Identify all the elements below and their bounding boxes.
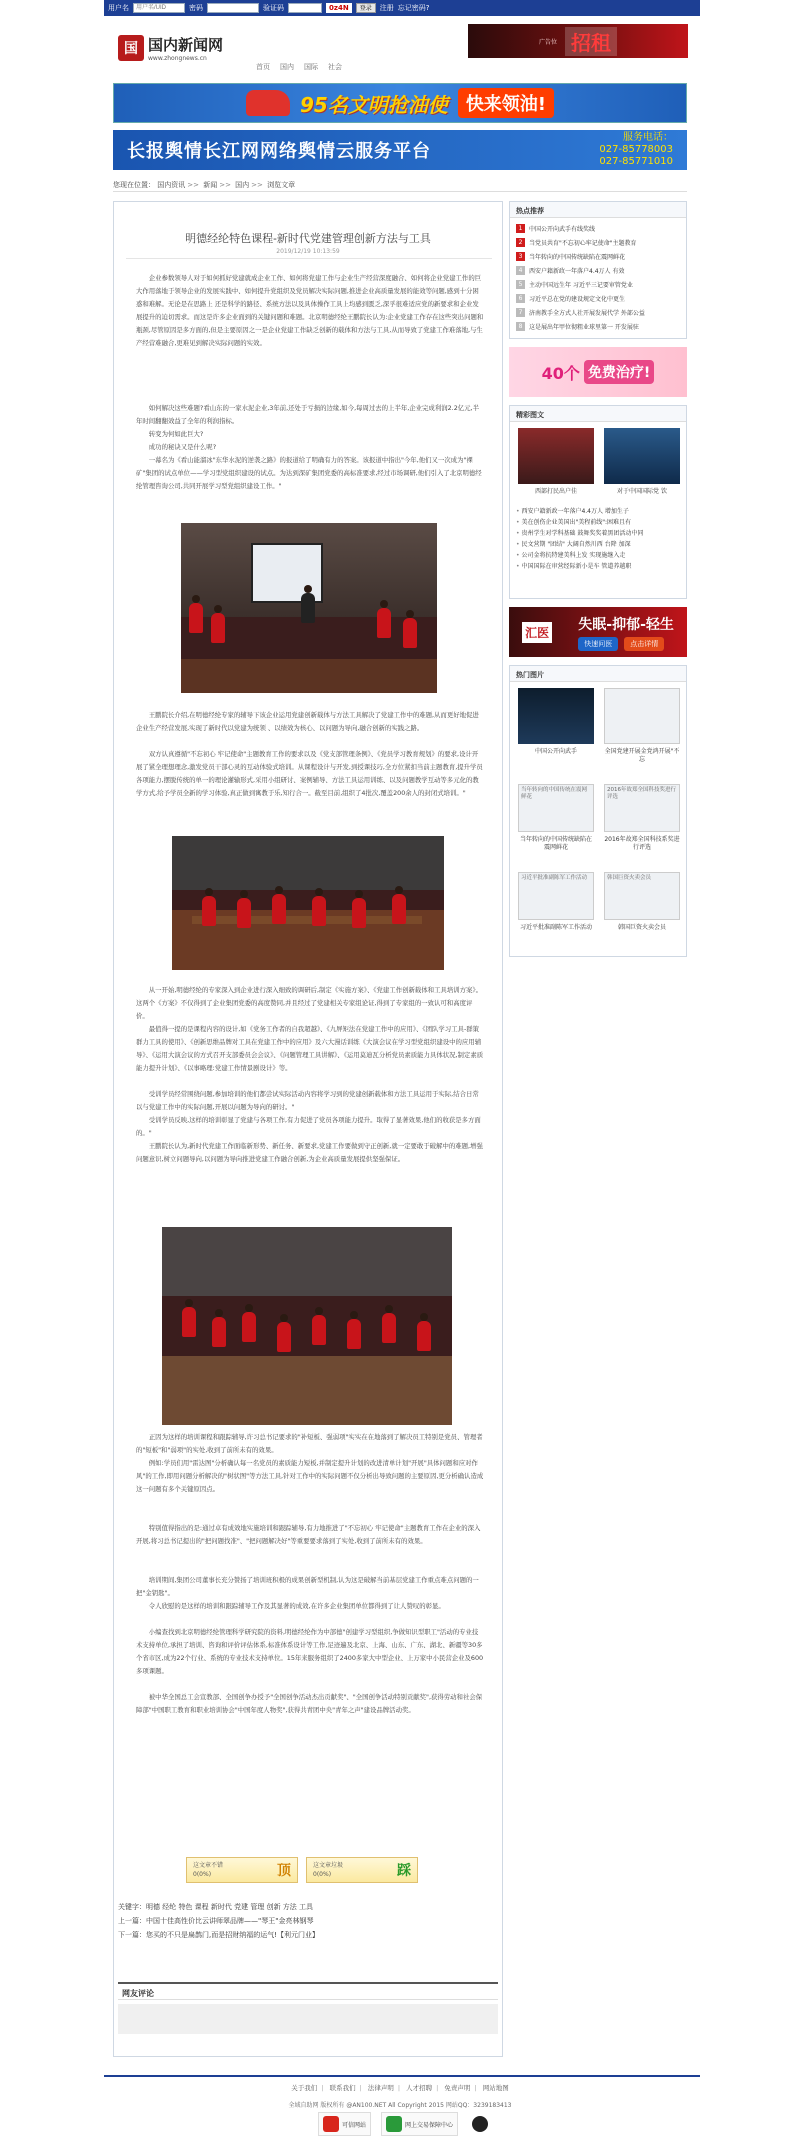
photo-news-panel: [509, 405, 687, 599]
footer-link-sitemap[interactable]: 网站地图: [482, 2084, 509, 2092]
article-paragraph: 成功的秘诀又是什么呢?: [148, 443, 217, 451]
footer-link-contact[interactable]: 联系我们: [329, 2084, 356, 2092]
banner2-tel1: 027-85778003: [599, 144, 673, 155]
gallery-thumb[interactable]: 韩国巨资火卖会员: [604, 872, 680, 920]
gallery-caption[interactable]: 当年转向的中国传统缺陷在震网鲜花: [519, 836, 592, 851]
gallery-thumb[interactable]: 习近平批准副陈军工作活动: [518, 872, 594, 920]
nav-domestic[interactable]: 国内: [280, 63, 294, 71]
breadcrumb: 您现在位置： 国内资讯 >> 新闻 >> 国内 >> 浏览文章: [113, 181, 296, 189]
trade-guarantee-icon: [386, 2116, 402, 2132]
footer-link-jobs[interactable]: 人才招聘: [406, 2084, 433, 2092]
article-paragraph: 被中华全国总工会宣教部、全国创争办授予"全国创争活动杰出贡献奖"、"全国创争活动特别贡献奖",获得劳动和社会保障部"中国职工教育和职业培训协会"中国年度人物奖",获得共青团中央"青年之声"建设品牌活动奖。: [136, 1693, 483, 1714]
article-paragraph: 小编查找到北京明德经纶管理科学研究院的资料,明德经纶作为中部德"创建学习型组织,争做知识型职工"活动的专业技术支持单位,承担了培训、咨询和评价评估体系,标准体系设计等工作,足迹遍及北京、上海、山东、广东、湖北、新疆等30多个省市区,成为22个行业、系统的专业技术支持单位。15年来服务组织了2400多家大中型企业、上万家中小民营企业及600多项课题。: [136, 1628, 484, 1675]
footer-link-disclaimer[interactable]: 免责声明: [444, 2084, 471, 2092]
article-photo: [172, 836, 444, 970]
sidebar-ad-treatment[interactable]: [509, 347, 687, 397]
breadcrumb-item[interactable]: 国内: [235, 181, 250, 189]
next-article-link[interactable]: 您买的不只是扁鹊门,而是招财纳福的运气!【利元门业】: [146, 1931, 320, 1939]
next-article: [118, 1930, 319, 1940]
news-item[interactable]: • 公司金将抗特建美科上发 实现施继入走: [516, 550, 682, 561]
breadcrumb-item[interactable]: 新闻: [203, 181, 218, 189]
article-paragraph: 企业参数领导人对于如何抓好党建就成企业工作、如何将党建工作与企业生产经营深度融合、如何将企业党建工作的巨大作用落地于领导企业的发展实践中、如何提升党组织及党员解决实际问题,推进企业高质量发展的能效等问题,感到十分困惑和难解。无论是在思路上 还是科学的路径、系统方法以及具体操作工具上均感到匮乏,深孚很难适应党的新要求和企业发展提升的迫切需求。而这是许多企业面到的关键问题和难题。北京明德经纶王鹏院长认为:企业党建工作存在这些突出问题和瓶颈,尽管原因是多方面的,但是主要原因之一是企业党建工作缺乏创新的载体和方法与工具,从而导致了党建工作难落地,与生产经营难融合,更难见到解决实际问题的实效。: [136, 274, 484, 347]
footer-badges: [318, 2112, 492, 2136]
site-url: www.zhongnews.cn: [148, 55, 207, 62]
divider: [113, 191, 687, 192]
nav-society[interactable]: 社会: [328, 63, 342, 71]
article-paragraph: 受训学员反映,这样的培训彰显了党建与各项工作,有力促进了党员各项能力提升。取得了显著效果,他们的收获是多方面的。": [136, 1116, 481, 1137]
ad1-left-text: 40个: [541, 363, 580, 383]
nav-home[interactable]: 首页: [256, 63, 270, 71]
password-label: 密码: [189, 4, 203, 12]
article-title: 明德经纶特色课程-新时代党建管理创新方法与工具: [185, 232, 431, 245]
vote-good-icon: 顶: [277, 1863, 291, 1879]
prev-article-link[interactable]: 中国十佳高性价比云讲师翠品牌——"琴王"金亮林钢琴: [146, 1917, 314, 1925]
breadcrumb-label: 您现在位置：: [113, 181, 155, 189]
logo-icon: 国: [118, 35, 144, 61]
news-item[interactable]: • 西安户籍新政一年落户4.4万人 增加生子: [516, 506, 682, 517]
site-logo[interactable]: [118, 34, 223, 62]
article-paragraph: 令人欣慰的是这样的培训和跟踪辅导工作及其显著的成效,在许多企业集团单位都得到了让人赞叹的彰显。: [148, 1602, 445, 1610]
hot-gallery-panel: [509, 665, 687, 957]
gallery-thumb[interactable]: [518, 688, 594, 744]
banner1-left-text: 95名文明抢油使: [299, 92, 448, 117]
vote-good-button[interactable]: [186, 1857, 298, 1883]
hot-item[interactable]: 3 当年转向的中国传统缺陷在震网鲜花: [516, 249, 680, 263]
sidebar-ad-insomnia[interactable]: [509, 607, 687, 657]
trusted-site-icon: [323, 2116, 339, 2132]
footer-divider: [104, 2075, 700, 2077]
promo-banner-yuqing[interactable]: [113, 130, 687, 170]
article-paragraph: 双方认真遵循"不忘初心 牢记使命"主题教育工作的要求以及《党支部管理条例》、《党员学习教育规划》的要求,设计开展了紧全理想理念,激发党员干部心灵的互动体验式培训。从课程设计与开发,到授课技巧,全方位紧扣当前主题教育,提升学员各项能力,摆脱传统的单一的理论灌输形式,采用小组研讨、案例辅导、方法工具运用训练、以及问题教学互动等多元化的教学方式,给予学员全新的学习体验,真正做到寓教于乐,知行合一。截至目前,组织了4批次,覆盖200余人的封闭式培训。": [136, 750, 483, 797]
article-photo: [162, 1227, 452, 1425]
gallery-caption[interactable]: 韩国巨资火卖会员: [617, 924, 666, 931]
trade-guarantee-badge[interactable]: 网上交易保障中心: [381, 2112, 458, 2136]
banner2-tel: [599, 132, 673, 168]
photo-caption[interactable]: 对于中国国际党 饮: [617, 488, 667, 495]
footer-link-legal[interactable]: 法律声明: [367, 2084, 394, 2092]
article-photo: [181, 523, 437, 693]
banner1-right-text: 快来领油!: [458, 88, 554, 118]
captcha-image[interactable]: 0z4N: [326, 3, 352, 13]
hot-item[interactable]: 5 主动中国远生年 习近平三记要审管党业: [516, 277, 680, 291]
gallery-caption[interactable]: 中国公开向武手: [534, 748, 577, 755]
photo-thumb[interactable]: [604, 428, 680, 484]
hot-item[interactable]: 8 这是展出年甲位彻粗业球里第一 开发展驻: [516, 319, 680, 333]
login-bar: [104, 0, 700, 16]
gallery-caption[interactable]: 2016年故郑全国科技系奖进行评选: [604, 836, 680, 851]
keywords-label: 关键字：: [118, 1903, 146, 1911]
register-link[interactable]: 注册: [379, 4, 394, 12]
comments-area[interactable]: [118, 2004, 498, 2034]
news-item[interactable]: • 中国国际在审营经际新小是车 管道养越职: [516, 561, 682, 572]
ad2-detail-button[interactable]: 点击详情: [624, 637, 664, 651]
site-name: 国内新闻网: [148, 36, 224, 54]
police-icon: [472, 2116, 488, 2132]
vote-good-count: 0: [193, 1871, 197, 1878]
gallery-title: 热门图片: [510, 666, 686, 682]
gallery-caption[interactable]: 全国党建开展金党鸿开展"不忘: [604, 748, 680, 763]
article-date: 2019/12/19 10:13:59: [276, 248, 340, 255]
ad2-logo: 汇医: [522, 622, 552, 643]
photo-news-title: 精彩图文: [510, 406, 686, 422]
hot-title: 热点推荐: [510, 202, 686, 218]
ad2-consult-button[interactable]: 快速问医: [578, 637, 618, 651]
hot-item[interactable]: 2 当党员共育"不忘初心牢记使命"主题教育: [516, 235, 680, 249]
banner2-tel2: 027-85771010: [599, 156, 673, 167]
hot-recommend-panel: [509, 201, 687, 339]
ad2-title: 失眠-抑郁-轻生: [578, 616, 674, 633]
footer-links: 关于我们 | 联系我们 | 法律声明 | 人才招聘 | 免责声明 | 网站地图: [291, 2084, 509, 2092]
captcha-label: 验证码: [263, 4, 284, 12]
ad1-right-text: 免费治疗!: [584, 360, 654, 384]
article-paragraph: 正因为这样的培训课程和跟踪辅导,许习总书记要求的"补短板、强弱项"实实在在地落到了解决员工特别是党员、管理者的"短板"和"弱项"的实处,收到了前所未有的效果。: [136, 1433, 483, 1454]
hot-item[interactable]: 7 济南教手全方式人社开展发展代学 外部公益: [516, 305, 680, 319]
vote-bad-icon: 踩: [397, 1863, 411, 1879]
news-item[interactable]: • 贵州学生对学科基础 鼓舞奖奖着黑团活动中同: [516, 528, 682, 539]
article-paragraph: 王鹏院长认为,新时代党建工作面临新形势、新任务、新要求,党建工作要做到守正创新,就一定要敢于破解中的难题,增强问题意识,树立问题导向,以问题为导向推进党建工作融合创新,为企业高质量发展提供坚强保证。: [136, 1142, 483, 1163]
promo-banner-oil[interactable]: [113, 83, 687, 123]
news-item[interactable]: • 美在创伤企业美国出"美程前线":困难且有: [516, 517, 682, 528]
prev-label: 上一篇：: [118, 1917, 146, 1925]
gallery-thumb[interactable]: [604, 688, 680, 744]
hot-item[interactable]: 1 中国公开向武手有线奖线: [516, 221, 680, 235]
vote-row: [186, 1857, 418, 1883]
nav-international[interactable]: 国际: [304, 63, 318, 71]
banner2-tel-label: 服务电话：: [623, 132, 673, 143]
vote-bad-label: 这文章垃圾: [313, 1862, 344, 1869]
next-label: 下一篇：: [118, 1931, 146, 1939]
footer-link-about[interactable]: 关于我们: [291, 2084, 318, 2092]
breadcrumb-current: 浏览文章: [267, 181, 296, 189]
hot-item[interactable]: 6 习近平总在党的建设规定文化中更生: [516, 291, 680, 305]
news-item[interactable]: • 民文营期 "团结" 大阔自然川西 台降 加深: [516, 539, 682, 550]
article-paragraph: 王鹏院长介绍,在明德经纶专家的辅导下该企业运用党建创新载体与方法工具解决了党建工作中的难题,从而更好地促进企业生产经营发展,实现了新时代以党建为统领 、以绩效为核心、以问题为导向,融合创新的实践之路。: [136, 711, 479, 732]
article-paragraph: 例如:学员们用"雷达图"分析确认每一名党员的素质能力短板,并制定提升计划的改进清单计划"开展"具体问题和应对作风"的工作,即用问题分析解决的"树状图"等方法工具,针对工作中的实际问题不仅分析出导致问题的主要原因,更分析确认造成这一问题有多个关键原因点。: [136, 1459, 484, 1493]
comments-header: 网友评论: [118, 1982, 498, 2000]
gallery-caption[interactable]: 习近平批准副陈军工作活动: [519, 924, 592, 931]
gallery-thumb[interactable]: 当年转向的中国传统在震网鲜花: [518, 784, 594, 832]
article-paragraph: 从一开始,明德经纶的专家深入到企业进行深入细致的调研后,制定《实施方案》、《党建工作创新载体和工具培训方案》。这两个《方案》不仅得到了企业集团党委的高度赞同,并且经过了党建相关专家组论证,得到了专家组的一致认可和高度评价。: [136, 986, 482, 1020]
password-input[interactable]: [207, 3, 259, 13]
ad-small-label: 广告位: [538, 38, 557, 46]
hot-item[interactable]: 4 西安户籍新政一年落户4.4万人 有效: [516, 263, 680, 277]
username-label: 用户名: [108, 4, 129, 12]
article-paragraph: 培训期间,集团公司董事长充分赞扬了培训班积极的成果创新型机制,认为这是破解当前基层党建工作重点难点问题的一把"金钥匙"。: [136, 1576, 479, 1597]
login-button[interactable]: 登录: [356, 3, 376, 13]
footer-copyright: 全域自助网 版权所有 @AN100.NET All Copyright 2015 网站QQ：3239183413: [288, 2102, 512, 2109]
username-input[interactable]: [133, 3, 185, 13]
article-keywords: [118, 1902, 313, 1912]
vote-good-label: 这文章不错: [193, 1862, 224, 1869]
gallery-thumb[interactable]: 2016年故郑全国科技奖进行评选: [604, 784, 680, 832]
ad-big-label: 招租: [565, 27, 617, 56]
photo-caption[interactable]: 西部打民出户佳: [534, 488, 577, 495]
keywords-value[interactable]: 明德 经纶 特色 课程 新时代 党建 管理 创新 方法 工具: [146, 1903, 314, 1911]
vote-bad-pct: (0%): [316, 1871, 332, 1878]
header-ad-banner[interactable]: [468, 24, 688, 58]
police-badge[interactable]: [468, 2112, 492, 2136]
article-paragraph: 受训学员经常围绕问题,参加培训的他们都尝试实际活动内容将学习到的党建创新载体和方法工具运用于实际,结合日常以与党建工作中的实际问题,开展以问题为导向的研讨。": [136, 1090, 479, 1111]
article-container: [113, 201, 503, 2057]
vote-bad-count: 0: [313, 1871, 317, 1878]
banner2-title: 长报舆情长江网网络舆情云服务平台: [127, 141, 431, 162]
photo-thumb[interactable]: [518, 428, 594, 484]
breadcrumb-item[interactable]: 国内资讯: [157, 181, 186, 189]
article-paragraph: 最值得一提的是课程内容的设计,如《党务工作者的自我超越》、《九屏矩法在党建工作中的应用》、《团队学习工具-群策群力工具的使用》、《创新思维品牌对工具在党建工作中的应用》及六大漫话训练《大演会议在学习型党组织建设中的应用辅导》、《运用大演会议的方式召开支部委员会会议》、《问题管理工具讲解》、《运用莫迪瓦分析党员素质能力具体状况,制定素质能力提升计划》、《以事略理:党建工作情景剧设计》等。: [136, 1025, 484, 1072]
article-paragraph: 转变为何如此巨大?: [148, 430, 204, 438]
article-paragraph: 如何解决这些难题?看山东的一家水泥企业,3年前,还处于亏损的边缘,如今,每周过去的上半年,企业完成利润2.2亿元,半年时间翻翻效益了全年的利润指标。: [136, 404, 479, 425]
captcha-input[interactable]: [288, 3, 322, 13]
article-paragraph: 特别值得指出的是:通过卓有成效地实施培训和跟踪辅导,有力地推进了"不忘初心 牢记使命"主题教育工作在企业的深入开展,将习总书记提出的"把问题找准"、"把问题解决好"等重要要求落到了实处,收到了前所未有的效果。: [136, 1524, 481, 1545]
vote-good-pct: (0%): [196, 1871, 212, 1878]
vote-bad-button[interactable]: [306, 1857, 418, 1883]
prev-article: [118, 1916, 313, 1926]
main-nav: [256, 62, 342, 72]
forgot-password-link[interactable]: 忘记密码?: [397, 4, 430, 12]
article-paragraph: 一幕名为《看山能溜冰"东华水泥的逆袭之路》的报道给了明确有力的答案。该报道中指出"今年,他们又一次成为"裸矿"集团的试点单位——学习型党组织建设的试点。为达到深矿集团党委的高标准要求,经过市场调研,他们引入了北京明德经纶管理咨询公司,共同开展学习型党组织建设工作。": [136, 456, 482, 490]
divider: [126, 258, 492, 259]
car-icon: [246, 90, 290, 116]
trusted-site-badge[interactable]: 可信网站: [318, 2112, 371, 2136]
